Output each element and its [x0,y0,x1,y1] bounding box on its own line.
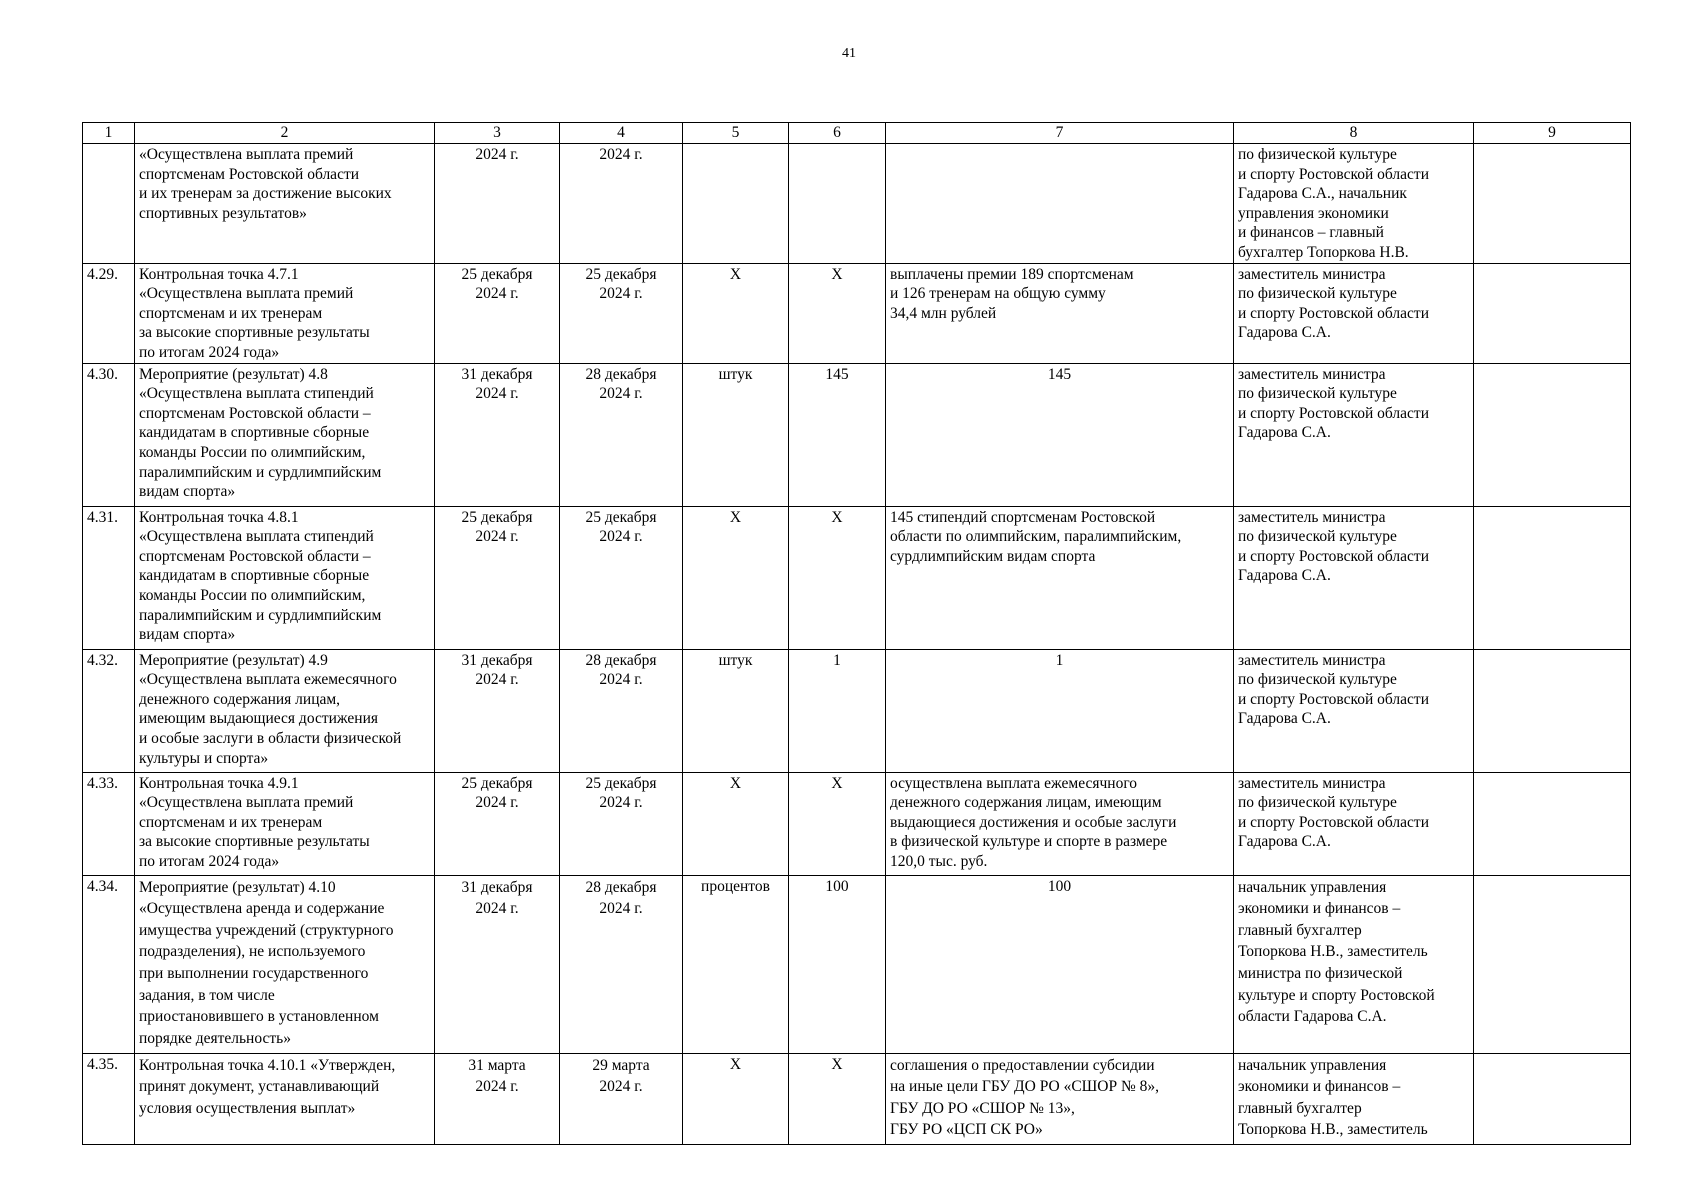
row-note [1474,1053,1631,1144]
header-col-6: 6 [789,123,886,144]
row-note [1474,772,1631,875]
row-result: выплачены премии 189 спортсменам и 126 тренерам на общую сумму 34,4 млн рублей [886,263,1234,363]
row-plan-value: 145 [789,363,886,506]
row-number: 4.31. [83,506,135,649]
row-responsible: начальник управления экономики и финансов – главный бухгалтер Топоркова Н.В., заместитель [1234,1053,1474,1144]
row-result: осуществлена выплата ежемесячного денежного содержания лицам, имеющим выдающиеся достижения и особые заслуги в физической культуре и спорте в размере 120,0 тыс. руб. [886,772,1234,875]
table-row [83,649,1631,772]
row-fact-date: 28 декабря 2024 г. [560,875,683,1053]
row-plan-value: 100 [789,875,886,1053]
row-name: Мероприятие (результат) 4.9 «Осуществлена выплата ежемесячного денежного содержания лицам, имеющим выдающиеся достижения и особые заслуги в области физической культуры и спорта» [135,649,435,772]
row-result [886,144,1234,264]
table-row [83,875,1631,1053]
header-col-8: 8 [1234,123,1474,144]
row-responsible: по физической культуре и спорту Ростовской области Гадарова С.А., начальник управления экономики и финансов – главный бухгалтер Топоркова Н.В. [1234,144,1474,264]
row-result: соглашения о предоставлении субсидии на иные цели ГБУ ДО РО «СШОР № 8», ГБУ ДО РО «СШОР № 13», ГБУ РО «ЦСП СК РО» [886,1053,1234,1144]
row-number: 4.33. [83,772,135,875]
row-plan-date: 31 декабря 2024 г. [435,363,560,506]
row-unit: X [683,263,789,363]
header-col-1: 1 [83,123,135,144]
table-row [83,363,1631,506]
row-responsible: начальник управления экономики и финансов – главный бухгалтер Топоркова Н.В., заместитель министра по физической культуре и спорту Ростовской области Гадарова С.А. [1234,875,1474,1053]
row-note [1474,144,1631,264]
row-unit: X [683,506,789,649]
header-col-3: 3 [435,123,560,144]
row-responsible: заместитель министра по физической культуре и спорту Ростовской области Гадарова С.А. [1234,263,1474,363]
row-unit [683,144,789,264]
row-plan-value: X [789,263,886,363]
row-fact-date: 28 декабря 2024 г. [560,649,683,772]
row-name: Контрольная точка 4.9.1 «Осуществлена выплата премий спортсменам и их тренерам за высокие спортивные результаты по итогам 2024 года» [135,772,435,875]
row-unit: X [683,772,789,875]
row-note [1474,875,1631,1053]
row-note [1474,263,1631,363]
row-plan-value [789,144,886,264]
row-plan-date: 31 декабря 2024 г. [435,875,560,1053]
header-col-9: 9 [1474,123,1631,144]
row-number: 4.30. [83,363,135,506]
row-fact-date: 25 декабря 2024 г. [560,263,683,363]
header-col-4: 4 [560,123,683,144]
header-col-2: 2 [135,123,435,144]
row-name: Контрольная точка 4.7.1 «Осуществлена выплата премий спортсменам и их тренерам за высокие спортивные результаты по итогам 2024 года» [135,263,435,363]
row-fact-date: 25 декабря 2024 г. [560,506,683,649]
row-plan-date: 2024 г. [435,144,560,264]
row-name: «Осуществлена выплата премий спортсменам Ростовской области и их тренерам за достижение высоких спортивных результатов» [135,144,435,264]
row-note [1474,649,1631,772]
page-number: 41 [842,46,856,61]
row-plan-date: 25 декабря 2024 г. [435,263,560,363]
row-fact-date: 29 марта 2024 г. [560,1053,683,1144]
row-unit: штук [683,363,789,506]
row-unit: X [683,1053,789,1144]
table-row [83,144,1631,264]
row-responsible: заместитель министра по физической культуре и спорту Ростовской области Гадарова С.А. [1234,363,1474,506]
table-row [83,1053,1631,1144]
header-col-7: 7 [886,123,1234,144]
header-col-5: 5 [683,123,789,144]
row-name: Контрольная точка 4.10.1 «Утвержден, принят документ, устанавливающий условия осуществления выплат» [135,1053,435,1144]
row-responsible: заместитель министра по физической культуре и спорту Ростовской области Гадарова С.А. [1234,772,1474,875]
row-note [1474,506,1631,649]
row-number: 4.35. [83,1053,135,1144]
row-unit: штук [683,649,789,772]
row-result: 1 [886,649,1234,772]
row-fact-date: 2024 г. [560,144,683,264]
row-unit: процентов [683,875,789,1053]
row-note [1474,363,1631,506]
table-row [83,263,1631,363]
row-plan-value: 1 [789,649,886,772]
table-row [83,506,1631,649]
row-number: 4.34. [83,875,135,1053]
row-result: 100 [886,875,1234,1053]
row-name: Контрольная точка 4.8.1 «Осуществлена выплата стипендий спортсменам Ростовской области – кандидатам в спортивные сборные команды России по олимпийским, паралимпийским и сурдлимпийским видам спорта» [135,506,435,649]
table-header-row [83,123,1631,144]
row-result: 145 стипендий спортсменам Ростовской области по олимпийским, паралимпийским, сурдлимпийским видам спорта [886,506,1234,649]
row-number: 4.29. [83,263,135,363]
row-number: 4.32. [83,649,135,772]
row-result: 145 [886,363,1234,506]
row-plan-value: X [789,506,886,649]
row-responsible: заместитель министра по физической культуре и спорту Ростовской области Гадарова С.А. [1234,506,1474,649]
row-plan-value: X [789,772,886,875]
row-plan-date: 25 декабря 2024 г. [435,506,560,649]
row-name: Мероприятие (результат) 4.8 «Осуществлена выплата стипендий спортсменам Ростовской области – кандидатам в спортивные сборные команды России по олимпийским, паралимпийским и сурдлимпийским видам спорта» [135,363,435,506]
table-row [83,772,1631,875]
row-fact-date: 28 декабря 2024 г. [560,363,683,506]
row-plan-date: 31 марта 2024 г. [435,1053,560,1144]
report-table [82,122,1631,1145]
row-fact-date: 25 декабря 2024 г. [560,772,683,875]
row-plan-date: 31 декабря 2024 г. [435,649,560,772]
row-name: Мероприятие (результат) 4.10 «Осуществлена аренда и содержание имущества учреждений (структурного подразделения), не используемого при выполнении государственного задания, в том числе приостановившего в установленном порядке деятельность» [135,875,435,1053]
row-responsible: заместитель министра по физической культуре и спорту Ростовской области Гадарова С.А. [1234,649,1474,772]
row-number [83,144,135,264]
row-plan-value: X [789,1053,886,1144]
row-plan-date: 25 декабря 2024 г. [435,772,560,875]
